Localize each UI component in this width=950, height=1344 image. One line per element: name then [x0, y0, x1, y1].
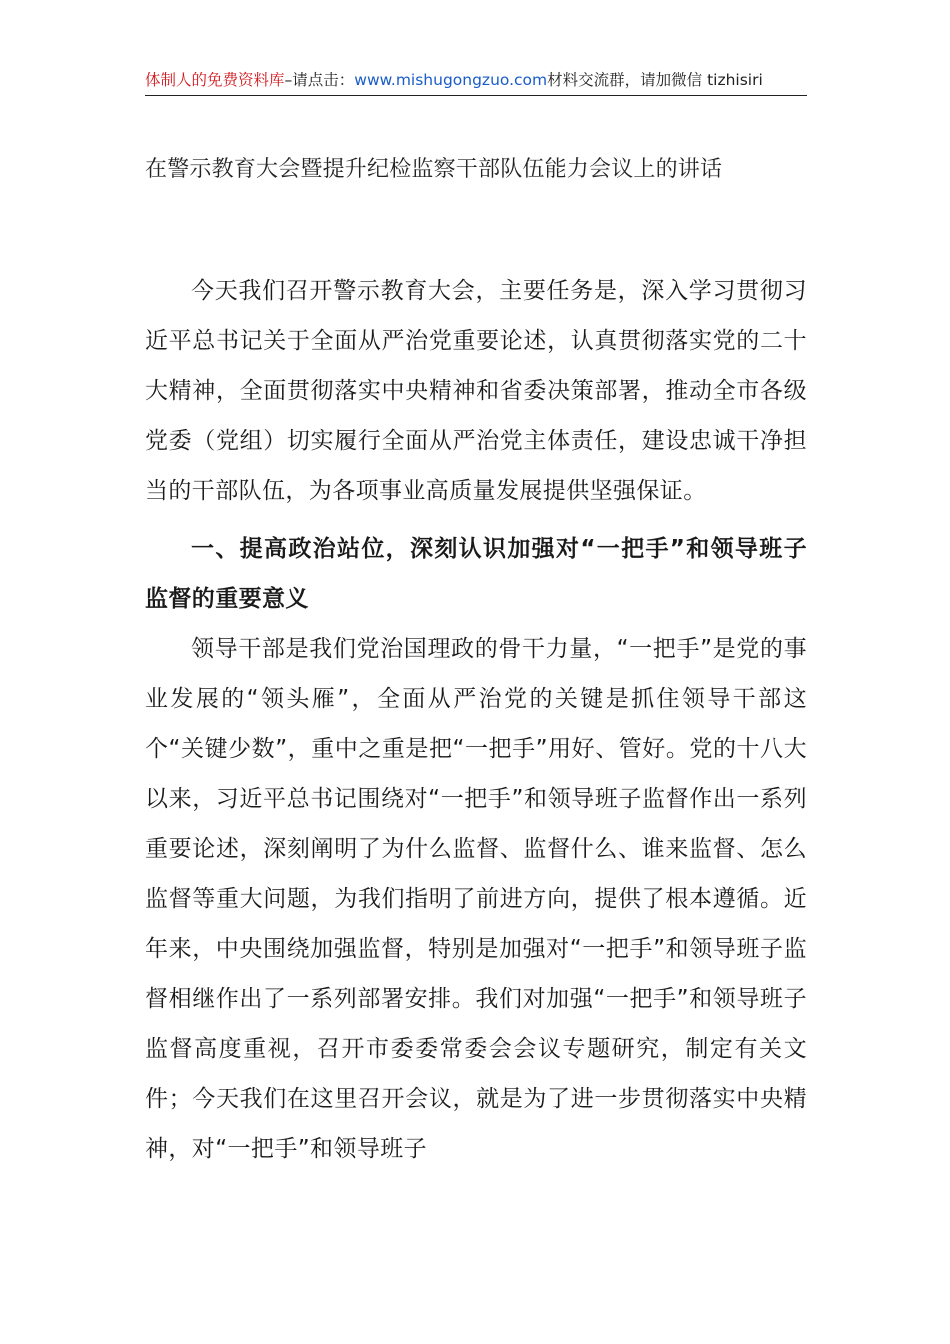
page-header — [145, 68, 807, 96]
section-heading-1: 一、提高政治站位，深刻认识加强对“一把手”和领导班子监督的重要意义 — [145, 536, 807, 612]
header-website-link[interactable]: www.mishugongzuo.com — [354, 71, 548, 89]
header-prompt: –请点击： — [284, 71, 355, 89]
header-brand: 体制人的免费资料库 — [145, 71, 285, 89]
document-body — [145, 266, 807, 1174]
paragraph-section-1: 领导干部是我们党治国理政的骨干力量，“一把手”是党的事业发展的“领头雁”，全面从严治党的关键是抓住领导干部这个“关键少数”，重中之重是把“一把手”用好、管好。党的十八大以来，习近平总书记围绕对“一把手”和领导班子监督作出一系列重要论述，深刻阐明了为什么监督、监督什么、谁来监督、怎么监督等重大问题，为我们指明了前进方向，提供了根本遵循。近年来，中央围绕加强监督，特别是加强对“一把手”和领导班子监督相继作出了一系列部署安排。我们对加强“一把手”和领导班子监督高度重视，召开市委委常委会会议专题研究，制定有关文件；今天我们在这里召开会议，就是为了进一步贯彻落实中央精神，对“一把手”和领导班子 — [145, 636, 807, 1162]
paragraph-intro: 今天我们召开警示教育大会，主要任务是，深入学习贯彻习近平总书记关于全面从严治党重要论述，认真贯彻落实党的二十大精神，全面贯彻落实中央精神和省委决策部署，推动全市各级党委（党组）切实履行全面从严治党主体责任，建设忠诚干净担当的干部队伍，为各项事业高质量发展提供坚强保证。 — [145, 278, 807, 504]
header-wechat-note: 材料交流群，请加微信 tizhisiri — [547, 71, 763, 89]
document-title: 在警示教育大会暨提升纪检监察干部队伍能力会议上的讲话 — [145, 157, 723, 182]
